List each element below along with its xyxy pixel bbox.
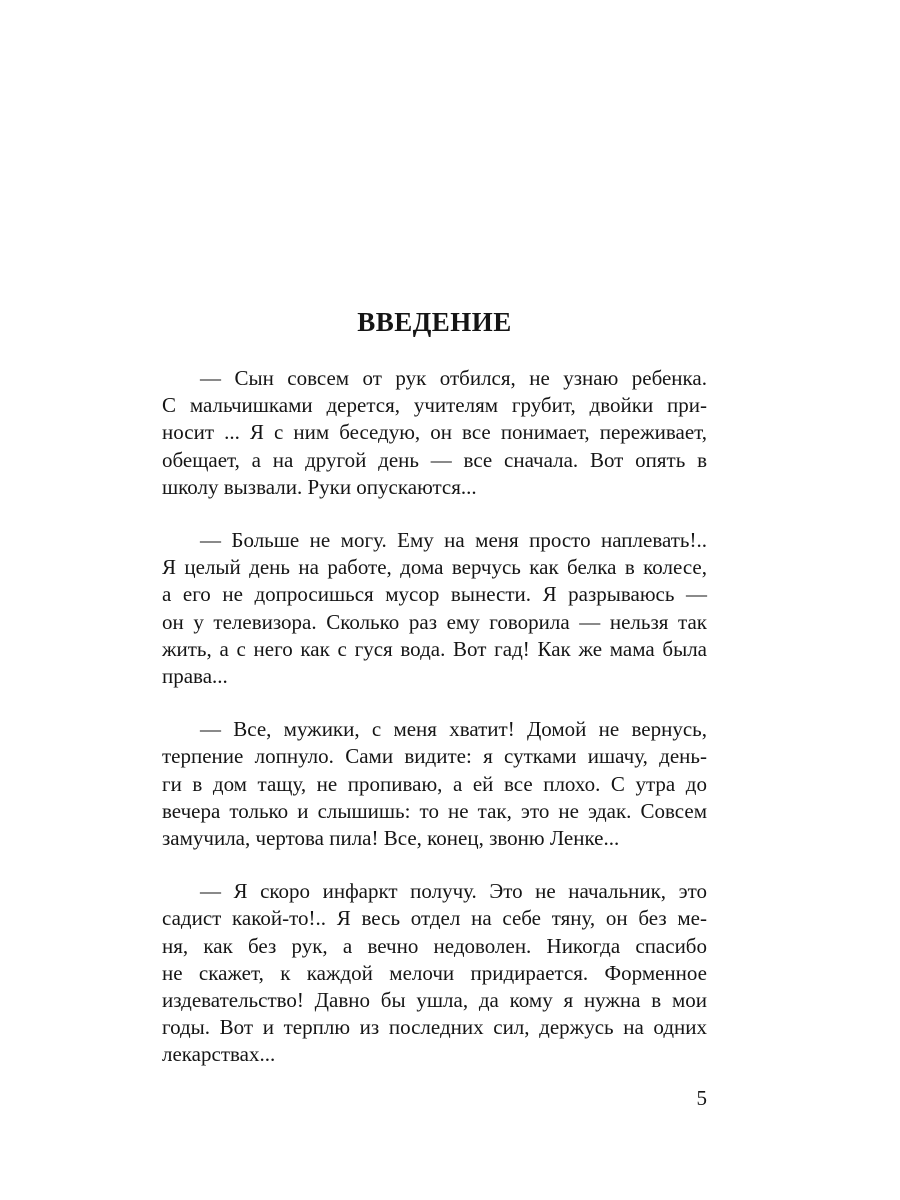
text-line: — Больше не могу. Ему на меня просто наплевать!.. [200, 528, 707, 553]
text-block [162, 306, 707, 1069]
text-line: — Сын совсем от рук отбился, не узнаю ребенка. [200, 366, 707, 390]
text-line: — Я скоро инфаркт получу. Это не начальник, это [200, 879, 707, 904]
text-line: годы. Вот и терплю из последних сил, держусь на одних [162, 1015, 707, 1040]
text-line: он у телевизора. Сколько раз ему говорила — нельзя так [162, 609, 707, 634]
text-line: садист какой-то!.. Я весь отдел на себе тяну, он без ме- [162, 906, 707, 931]
text-line: права... [162, 664, 228, 689]
text-line: жить, а с него как с гуся вода. Вот гад! Как же мама была [162, 636, 707, 661]
text-line: С мальчишками дерется, учителям грубит, двойки при- [162, 393, 707, 418]
text-line: не скажет, к каждой мелочи придирается. Форменное [162, 960, 707, 985]
text-line: замучила, чертова пила! Все, конец, звоню Ленке... [162, 826, 620, 851]
paragraph-4 [162, 878, 707, 1068]
text-line: носит ... Я с ним беседую, он все понимает, переживает, [162, 420, 707, 445]
text-line: ня, как без рук, а вечно недоволен. Никогда спасибо [162, 933, 707, 958]
paragraph-3 [162, 716, 707, 852]
text-line: ги в дом тащу, не пропиваю, а ей все плохо. С утра до [162, 771, 707, 796]
text-line: а его не допросишься мусор вынести. Я разрываюсь — [162, 582, 707, 607]
paragraph-1 [162, 365, 707, 501]
page-number: 5 [696, 1086, 707, 1110]
text-line: издевательство! Давно бы ушла, да кому я нужна в мои [162, 988, 707, 1013]
text-line: школу вызвали. Руки опускаются... [162, 474, 477, 499]
text-line: терпение лопнуло. Сами видите: я сутками ишачу, день- [162, 744, 707, 769]
text-line: лекарствах... [162, 1042, 276, 1067]
text-line: обещает, а на другой день — все сначала. Вот опять в [162, 447, 707, 472]
text-line: вечера только и слышишь: то не так, это не эдак. Совсем [162, 798, 707, 823]
paragraph-2 [162, 527, 707, 690]
page-title: ВВЕДЕНИЕ [357, 307, 512, 337]
text-line: — Все, мужики, с меня хватит! Домой не вернусь, [200, 717, 707, 742]
text-line: Я целый день на работе, дома верчусь как белка в колесе, [162, 555, 707, 580]
